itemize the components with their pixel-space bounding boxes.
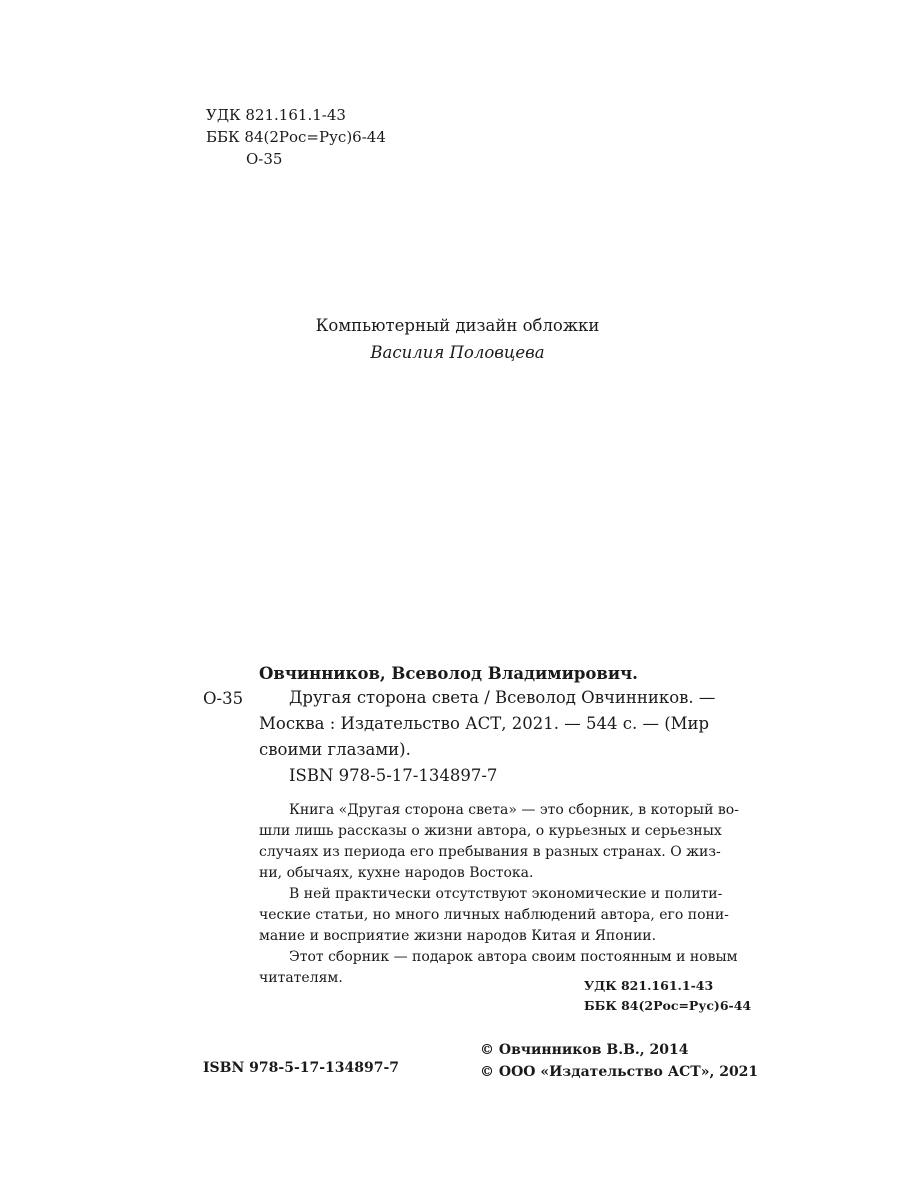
annotation-line: случаях из периода его пребывания в разных странах. О жиз- (259, 844, 721, 860)
catalog-author: Овчинников, Всеволод Владимирович. (259, 664, 638, 683)
bbk-code: ББК 84(2Рос=Рус)6-44 (584, 998, 752, 1013)
annotation-line: шли лишь рассказы о жизни автора, о курьезных и серьезных (259, 823, 722, 839)
bottom-classification-codes (584, 976, 751, 1016)
udk-code: УДК 821.161.1-43 (206, 106, 346, 124)
catalog-author-mark: О-35 (203, 689, 244, 708)
design-credit-line: Компьютерный дизайн обложки (315, 316, 600, 335)
cover-design-credit (0, 312, 900, 366)
description-line: Москва : Издательство АСТ, 2021. — 544 с. — (Мир (259, 714, 710, 733)
classification-codes (206, 104, 386, 170)
copyright-publisher: © ООО «Издательство АСТ», 2021 (480, 1064, 759, 1080)
author-mark: О-35 (246, 150, 283, 168)
annotation (259, 800, 741, 989)
catalog-isbn: ISBN 978-5-17-134897-7 (289, 766, 498, 785)
catalog-description (259, 685, 741, 763)
footer-isbn: ISBN 978-5-17-134897-7 (203, 1060, 400, 1076)
annotation-line: В ней практически отсутствуют экономические и полити- (289, 886, 723, 902)
annotation-line: мание и восприятие жизни народов Китая и Японии. (259, 928, 657, 944)
description-line: Другая сторона света / Всеволод Овчинников. — (289, 688, 716, 707)
annotation-line: Книга «Другая сторона света» — это сборник, в который во- (289, 802, 739, 818)
copyright-block (480, 1039, 758, 1083)
annotation-line: ческие статьи, но много личных наблюдений автора, его пони- (259, 907, 729, 923)
description-line: своими глазами). (259, 740, 411, 759)
annotation-line: читателям. (259, 970, 343, 986)
annotation-line: Этот сборник — подарок автора своим постоянным и новым (289, 949, 738, 965)
annotation-line: ни, обычаях, кухне народов Востока. (259, 865, 534, 881)
designer-name: Василия Половцева (370, 343, 545, 362)
udk-code: УДК 821.161.1-43 (584, 978, 714, 993)
copyright-author: © Овчинников В.В., 2014 (480, 1042, 689, 1058)
bbk-code: ББК 84(2Рос=Рус)6-44 (206, 128, 386, 146)
